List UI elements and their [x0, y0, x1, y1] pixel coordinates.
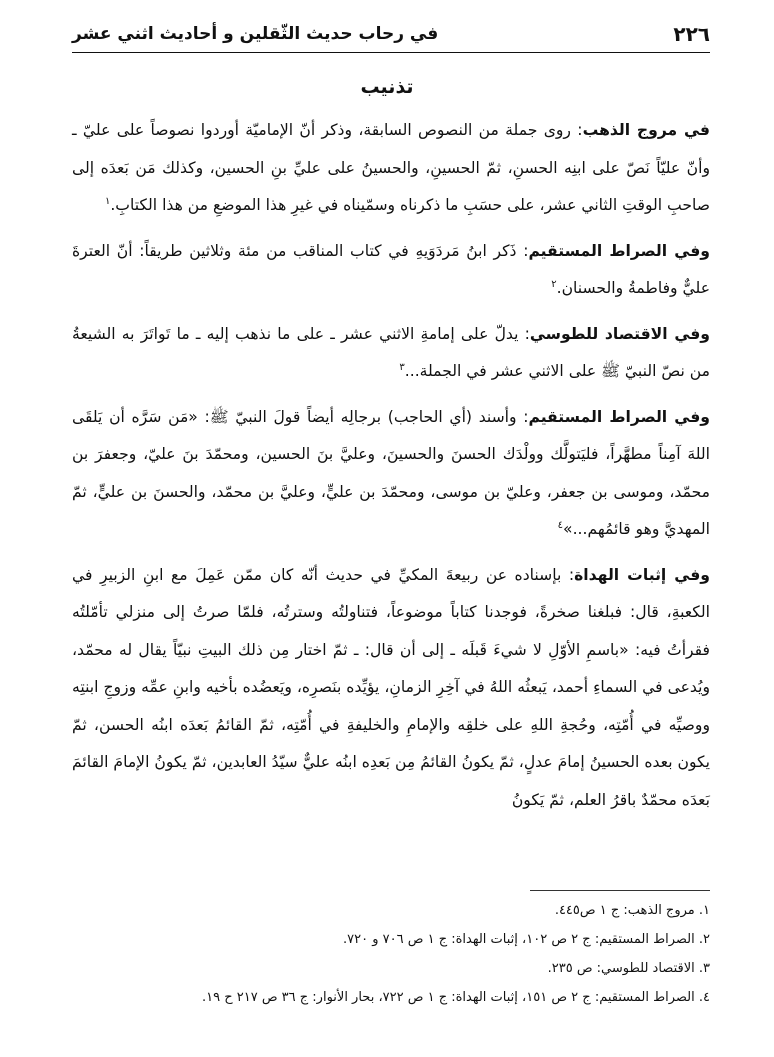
paragraph-muruj	[72, 112, 710, 225]
paragraph-iqtisad	[72, 316, 710, 391]
section-title: تذنيب	[360, 76, 414, 98]
paragraph-text: : بإسناده عن ربيعةَ المكيِّ في حديث أنّه كان ممّن عَمِلَ مع ابنِ الزبيرِ في الكعبةِ، قال: فبلغنا صخرةً، فوجدنا كتاباً موضوعاً، فتناولتُه وسترتُه، فلمّا صرتُ إلى منزلي تأمّلتُه فقرأتُ فيه: «باسمِ الأوّلِ لا شيءَ قَبلَه ـ إلى أن قال: ـ ثمّ اختار مِن ذلك البيتِ نبيّاً يقال له محمّد، ويُدعى في السماءِ أحمد، يَبعثُه اللهُ في آخِرِ الزمانِ، يؤيِّده بنَصرِه، ويَعضُده بأخيه وابنِ عمِّه وزوجِ ابنتِه ووصيِّه في أُمّتِه، وحُجةِ اللهِ على خلقِه والإمامِ والخليفةِ في أُمّتِه، ثمّ القائمُ بَعدَه ابنُه الحسن، ثمّ يكون بعده الحسينُ إمامَ عدلٍ، ثمّ يكونُ القائمُ مِن بَعدِه ابنُه عليٌّ سيّدُ العابدين، ثمّ يكونُ الإمامَ القائمَ بَعدَه محمّدٌ باقرُ العلم، ثمّ يَكونُ	[72, 565, 710, 809]
footnote-ref[interactable]: ٤	[557, 519, 564, 531]
footnote-2: ٢. الصراط المستقيم: ج ٢ ص ١٠٢، إثبات الهداة: ج ١ ص ٧٠٦ و ٧٢٠.	[343, 932, 710, 947]
footnote-ref[interactable]: ١	[104, 195, 111, 207]
paragraph-lead: وفي الاقتصاد للطوسي	[529, 324, 711, 343]
paragraph-lead: وفي الصراط المستقيم	[528, 241, 710, 260]
paragraph-sirat-2	[72, 399, 710, 549]
paragraph-text: : وأسند (أي الحاجب) برجالِه أيضاً قولَ النبيّ ﷺ: «مَن سَرَّه أن يَلقَى اللهَ آمِناً مطهَّراً، فليَتولَّك وولْدَك الحسنَ والحسينَ، وعليَّ بنَ الحسين، ومحمّدَ بنَ عليّ، وجعفرَ بن محمّد، وموسى بن جعفر، وعليّ بن موسى، ومحمّدَ بن عليٍّ، وعليَّ بن محمّد، والحسنَ بن عليٍّ، ثمّ المهديَّ وهو قائمُهم...»	[72, 407, 710, 538]
paragraph-text: : روى جملة من النصوص السابقة، وذكر أنّ الإماميّة أوردوا نصوصاً على عليّ ـ وأنّ عليّاً نَصّ على ابنِه الحسنِ، ثمّ الحسينِ، والحسينُ على عليِّ بنِ الحسين، وكذلك مَن بَعدَه إلى صاحبِ الوقتِ الثاني عشر، على حسَبِ ما ذكرناه وسمّيناه في غيرِ هذا الموضعِ من هذا الكتابِ.	[72, 121, 710, 214]
paragraph-lead: وفي الصراط المستقيم	[528, 407, 710, 426]
footnote-divider	[530, 890, 710, 891]
footnotes	[72, 896, 710, 1012]
paragraph-ithbat	[72, 557, 710, 820]
footnote-ref[interactable]: ٣	[399, 361, 405, 373]
paragraph-text: : يدلّ على إمامةِ الاثني عشر ـ على ما نذهب إليه ـ ما تَواتَرَ به الشيعةُ من نصّ النبيّ ﷺ على الاثني عشر في الجملة...	[72, 324, 710, 380]
page-number: ٢٢٦	[673, 22, 710, 46]
paragraph-lead: في مروج الذهب	[582, 121, 710, 139]
paragraph-lead: وفي إثبات الهداة	[574, 565, 710, 584]
paragraph-text: : ذَكر ابنُ مَردَوَيهِ في كتاب المناقب من مئة وثلاثين طريقاً: أنّ العترةَ عليٌّ وفاطمةُ والحسنان.	[72, 241, 710, 297]
footnote-1: ١. مروج الذهب: ج ١ ص٤٤٥.	[554, 903, 710, 918]
body-text	[72, 112, 710, 819]
footnote-3: ٣. الاقتصاد للطوسي: ص ٢٣٥.	[547, 961, 710, 976]
running-title: في رحاب حديث الثّقلين و أحاديث اثني عشر	[72, 24, 439, 44]
footnote-ref[interactable]: ٢	[551, 278, 557, 290]
footnote-4: ٤. الصراط المستقيم: ج ٢ ص ١٥١، إثبات الهداة: ج ١ ص ٧٢٢، بحار الأنوار: ج ٣٦ ص ٢١٧ ح ١٩.	[201, 990, 710, 1005]
paragraph-sirat-1	[72, 233, 710, 308]
page-header	[72, 18, 710, 53]
